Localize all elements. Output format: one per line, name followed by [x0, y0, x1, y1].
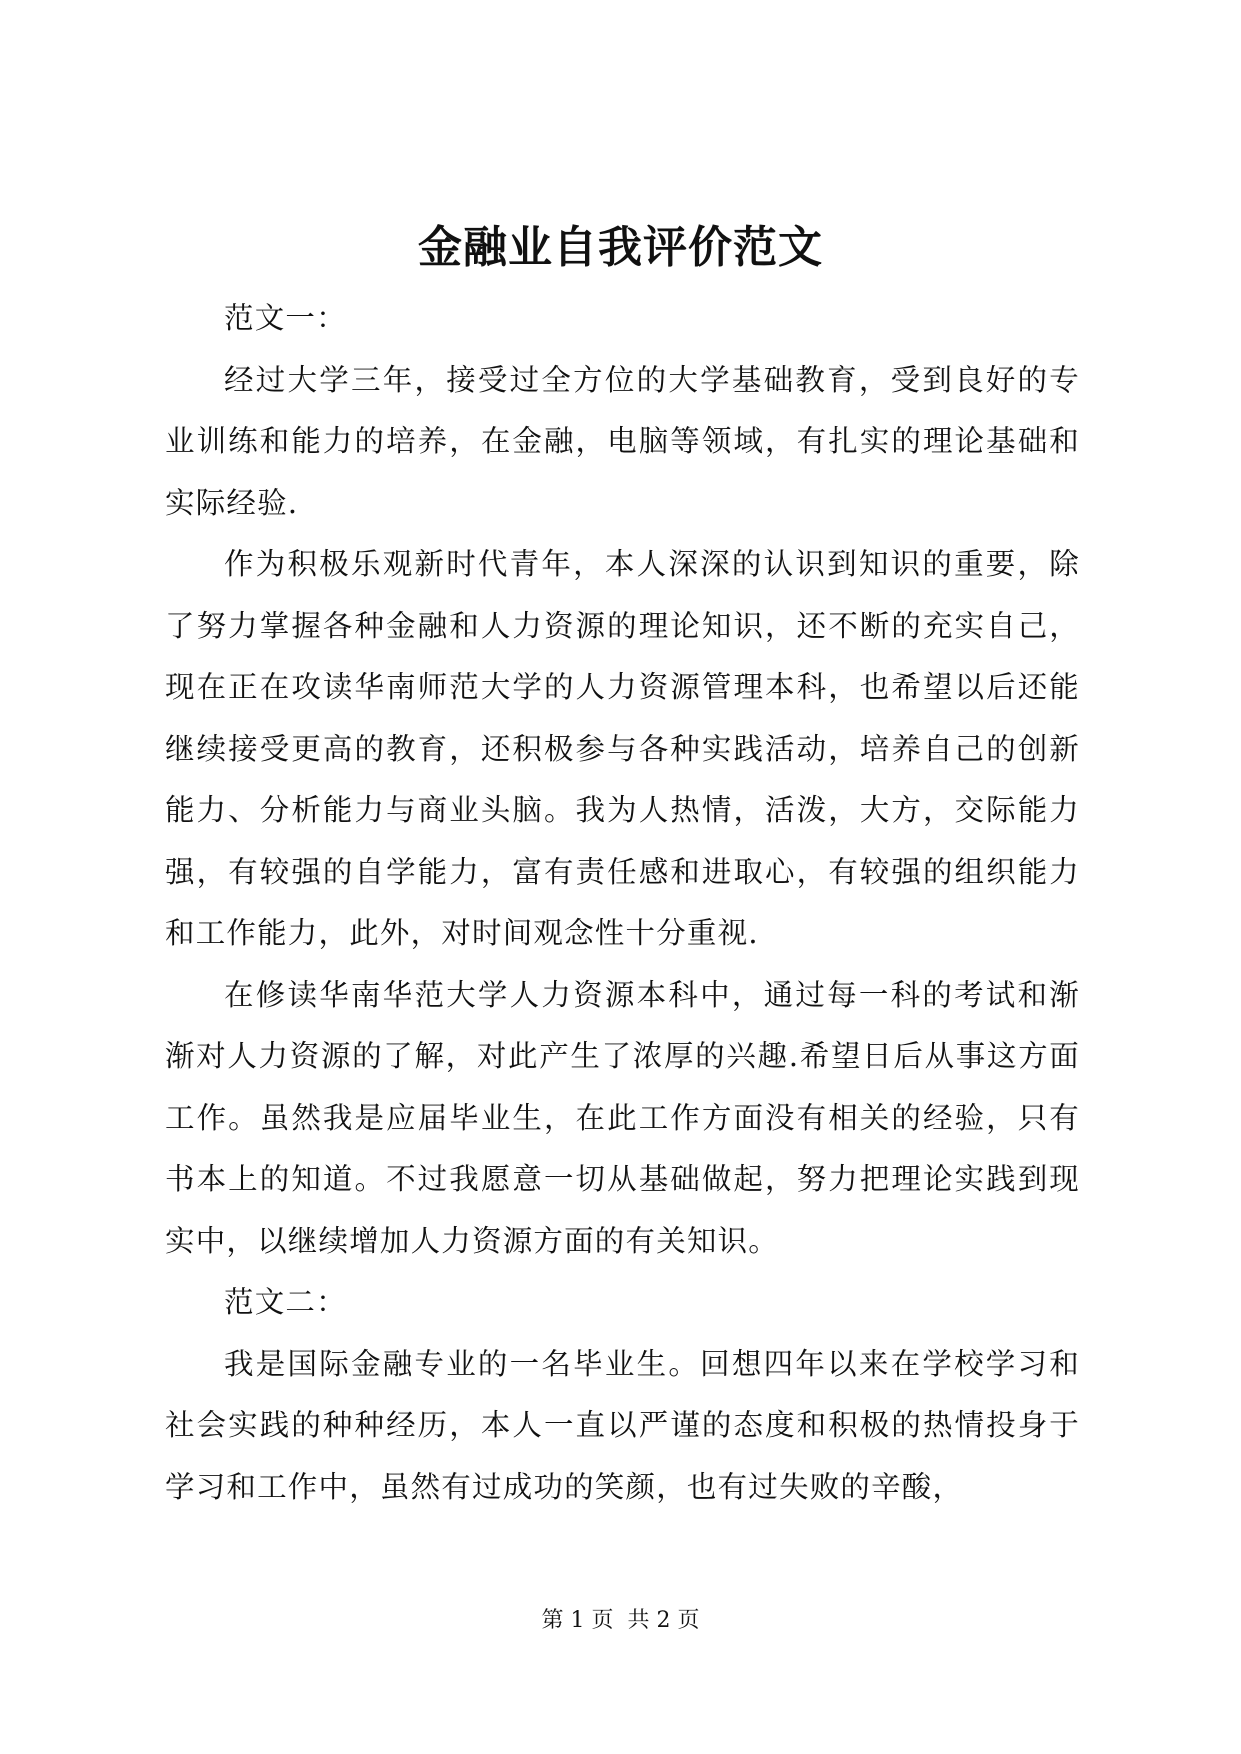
paragraph: 我是国际金融专业的一名毕业生。回想四年以来在学校学习和社会实践的种种经历，本人一直以严谨的态度和积极的热情投身于学习和工作中，虽然有过成功的笑颜，也有过失败的辛酸，: [165, 1346, 1080, 1504]
paragraph: 在修读华南华范大学人力资源本科中，通过每一科的考试和渐渐对人力资源的了解，对此产生了浓厚的兴趣.希望日后从事这方面工作。虽然我是应届毕业生，在此工作方面没有相关的经验，只有书本上的知道。不过我愿意一切从基础做起，努力把理论实践到现实中，以继续增加人力资源方面的有关知识。: [165, 977, 1080, 1258]
page-footer: [0, 1606, 1241, 1636]
document-title: 金融业自我评价范文: [418, 222, 823, 273]
section-heading-2: 范文二：: [224, 1285, 347, 1319]
paragraph: 经过大学三年，接受过全方位的大学基础教育，受到良好的专业训练和能力的培养，在金融，电脑等领域，有扎实的理论基础和实际经验.: [165, 362, 1080, 520]
document-body: [165, 288, 1080, 1518]
page-number: 第 1 页 共 2 页: [541, 1608, 700, 1633]
paragraph: 作为积极乐观新时代青年，本人深深的认识到知识的重要，除了努力掌握各种金融和人力资源的理论知识，还不断的充实自己，现在正在攻读华南师范大学的人力资源管理本科，也希望以后还能继续接受更高的教育，还积极参与各种实践活动，培养自己的创新能力、分析能力与商业头脑。我为人热情，活泼，大方，交际能力强，有较强的自学能力，富有责任感和进取心，有较强的组织能力和工作能力，此外，对时间观念性十分重视.: [165, 547, 1080, 950]
section-heading-1: 范文一：: [224, 301, 347, 335]
